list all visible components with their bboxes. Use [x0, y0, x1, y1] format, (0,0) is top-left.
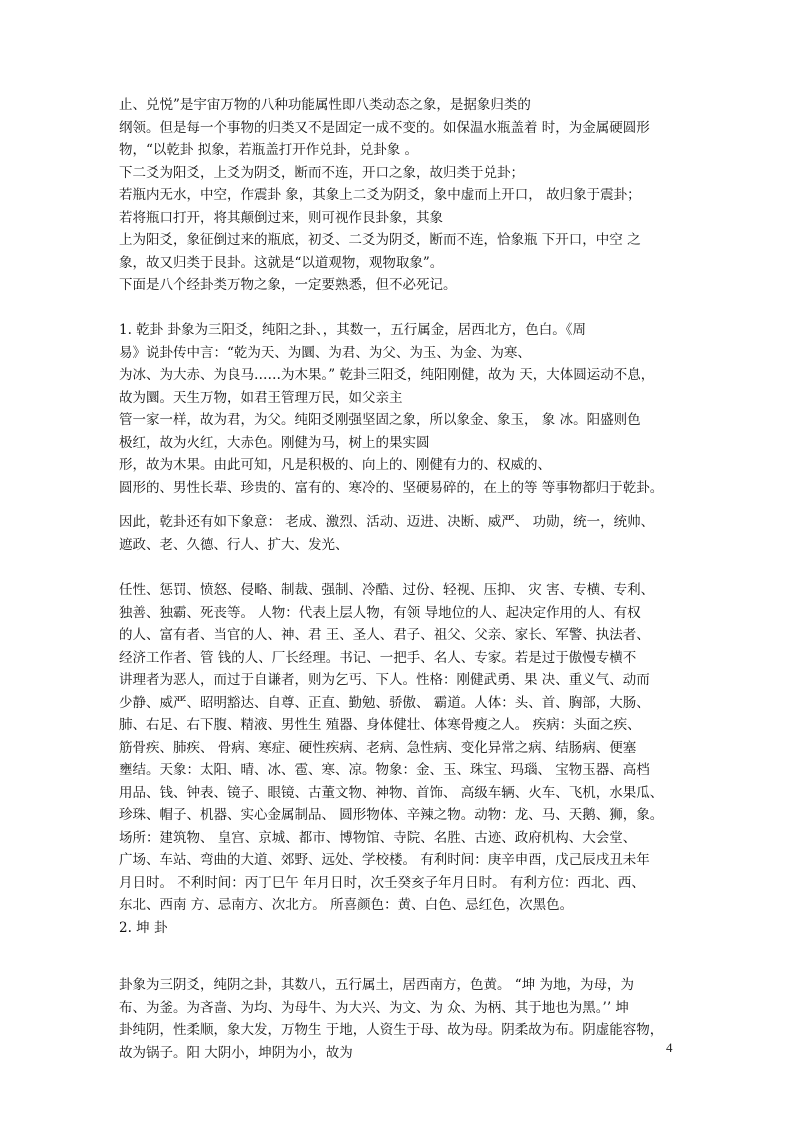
text-line: 东北、西南 方、忌南方、次北方。 所喜颜色：黄、白色、忌红色，次黑色。 — [119, 897, 574, 913]
text-line: 止、兑悦”是宇宙万物的八种功能属性即八类动态之象，是据象归类的 — [119, 97, 531, 113]
text-line: 物，“以乾卦 拟象，若瓶盖打开作兑卦，兑卦象 。 — [119, 142, 418, 158]
text-line: 广场、车站、弯曲的大道、郊野、远处、学校楼。 有利时间：庚辛申酉，戊己辰戌丑未年 — [119, 852, 650, 868]
text-line: 上为阳爻，象征倒过来的瓶底，初爻、二爻为阴爻，断而不连，恰象瓶 下开口，中空 之 — [119, 232, 641, 248]
text-line: 经济工作者、管 钱的人、厂长经理。书记、一把手、名人、专家。若是过于傲慢专横不 — [119, 650, 637, 666]
text-line: 遮政、老、久德、行人、扩大、发光、 — [119, 537, 349, 553]
text-line: 壅结。天象：太阳、晴、冰、雹、寒、凉。物象：金、玉、珠宝、玛瑙、 宝物玉器、高档 — [119, 762, 650, 778]
text-line: 筋骨疾、肺疾、 骨病、寒症、硬性疾病、老病、急性病、变化异常之病、结肠病、便塞 — [119, 740, 637, 756]
text-line: 月日时。 不利时间：丙丁巳午 年月日时，次壬癸亥子年月日时。 有利方位：西北、西、 — [119, 875, 645, 891]
text-line: 极红，故为火红，大赤色。刚健为马，树上的果实圆 — [119, 435, 430, 451]
text-line: 纲领。但是每一个事物的归类又不是固定一成不变的。如保温水瓶盖着 时，为金属硬圆形 — [119, 120, 650, 136]
text-line: 少静、威严、昭明豁达、自尊、正直、勤勉、骄傲、 霸道。人体：头、首、胸部，大肠、 — [119, 695, 650, 711]
text-line: 易》说卦传中言：“乾为天、为圜、为君、为父、为玉、为金、为寒、 — [119, 345, 531, 361]
text-line: 肺、右足、右下腹、精液、男性生 殖器、身体健壮、体寒骨瘦之人。 疾病：头面之疾、 — [119, 717, 641, 733]
text-line: 卦象为三阴爻，纯阴之卦，其数八，五行属土，居西南方，色黄。 “坤 为地，为母，为 — [119, 977, 634, 993]
section-heading-qian: 1. 乾卦 卦象为三阳爻，纯阳之卦、，其数一，五行属金，居西北方，色白。《周 — [119, 322, 586, 338]
text-line: 任性、惩罚、愤怒、侵略、制裁、强制、冷酷、过份、轻视、压抑、 灾 害、专横、专利、 — [119, 582, 655, 598]
text-line: 形，故为木果。由此可知，凡是积极的、向上的、刚健有力的、权威的、 — [119, 457, 551, 473]
text-line: 为冰、为大赤、为良马……为木果。” 乾卦三阳爻，纯阳刚健，故为 天，大体圆运动不息， — [119, 367, 655, 383]
text-line: 用品、钱、钟表、镜子、眼镜、古董文物、神物、首饰、 高级车辆、火车、飞机，水果瓜、 — [119, 785, 664, 801]
text-line: 象，故又归类于艮卦。这就是“以道观物，观物取象”。 — [119, 255, 444, 271]
section-heading-kun: 2. 坤 卦 — [119, 920, 168, 936]
text-line: 若瓶内无水，中空，作震卦 象，其象上二爻为阴爻，象中虚而上开口， 故归象于震卦； — [119, 187, 641, 203]
text-line: 场所：建筑物、 皇宫、京城、都市、博物馆、寺院、名胜、古迹、政府机构、大会堂、 — [119, 830, 637, 846]
text-line: 管一家一样，故为君，为父。纯阳爻刚强坚固之象，所以象金、象玉， 象 冰。阳盛则色 — [119, 412, 641, 428]
text-line: 布、为釜。为吝啬、为均、为母牛、为大兴、为文、为 众、为柄、其于地也为黑。’’ 坤 — [119, 1000, 629, 1016]
text-line: 独善、独霸、死丧等。 人物：代表上层人物，有领 导地位的人、起决定作用的人、有权 — [119, 605, 641, 621]
text-line: 的人、富有者、当官的人、神、君 王、圣人、君子、祖父、父亲、家长、军警、执法者、 — [119, 627, 650, 643]
text-line: 珍珠、帽子、机器、实心金属制品、 圆形物体、辛辣之物。动物：龙、马、天鹅、狮，象。 — [119, 807, 664, 823]
text-line: 下二爻为阳爻，上爻为阴爻，断而不连，开口之象，故归类于兑卦； — [119, 165, 524, 181]
text-line: 讲理者为恶人，而过于自谦者，则为乞丐、下人。性格：刚健武勇、果 决、重义气、动而 — [119, 672, 650, 688]
page-number: 4 — [666, 1040, 673, 1055]
text-line: 下面是八个经卦类万物之象，一定要熟悉，但不必死记。 — [119, 277, 457, 293]
text-line: 若将瓶口打开，将其颠倒过来，则可视作艮卦象，其象 — [119, 210, 443, 226]
text-line: 故为圜。天生万物，如君王管理万民，如父亲主 — [119, 390, 403, 406]
text-line: 因此，乾卦还有如下象意： 老成、激烈、活动、迈进、决断、威严、 功勋，统一，统帅、 — [119, 514, 655, 530]
text-line: 圆形的、男性长辈、珍贵的、富有的、寒冷的、坚硬易碎的，在上的等 等事物都归于乾卦。 — [119, 480, 664, 496]
text-line: 卦纯阴，性柔顺，象大发，万物生 于地，人资生于母、故为母。阴柔故为布。阴虚能容物， — [119, 1022, 664, 1038]
text-line: 故为锅子。阳 大阴小，坤阴为小，故为 — [119, 1045, 353, 1061]
